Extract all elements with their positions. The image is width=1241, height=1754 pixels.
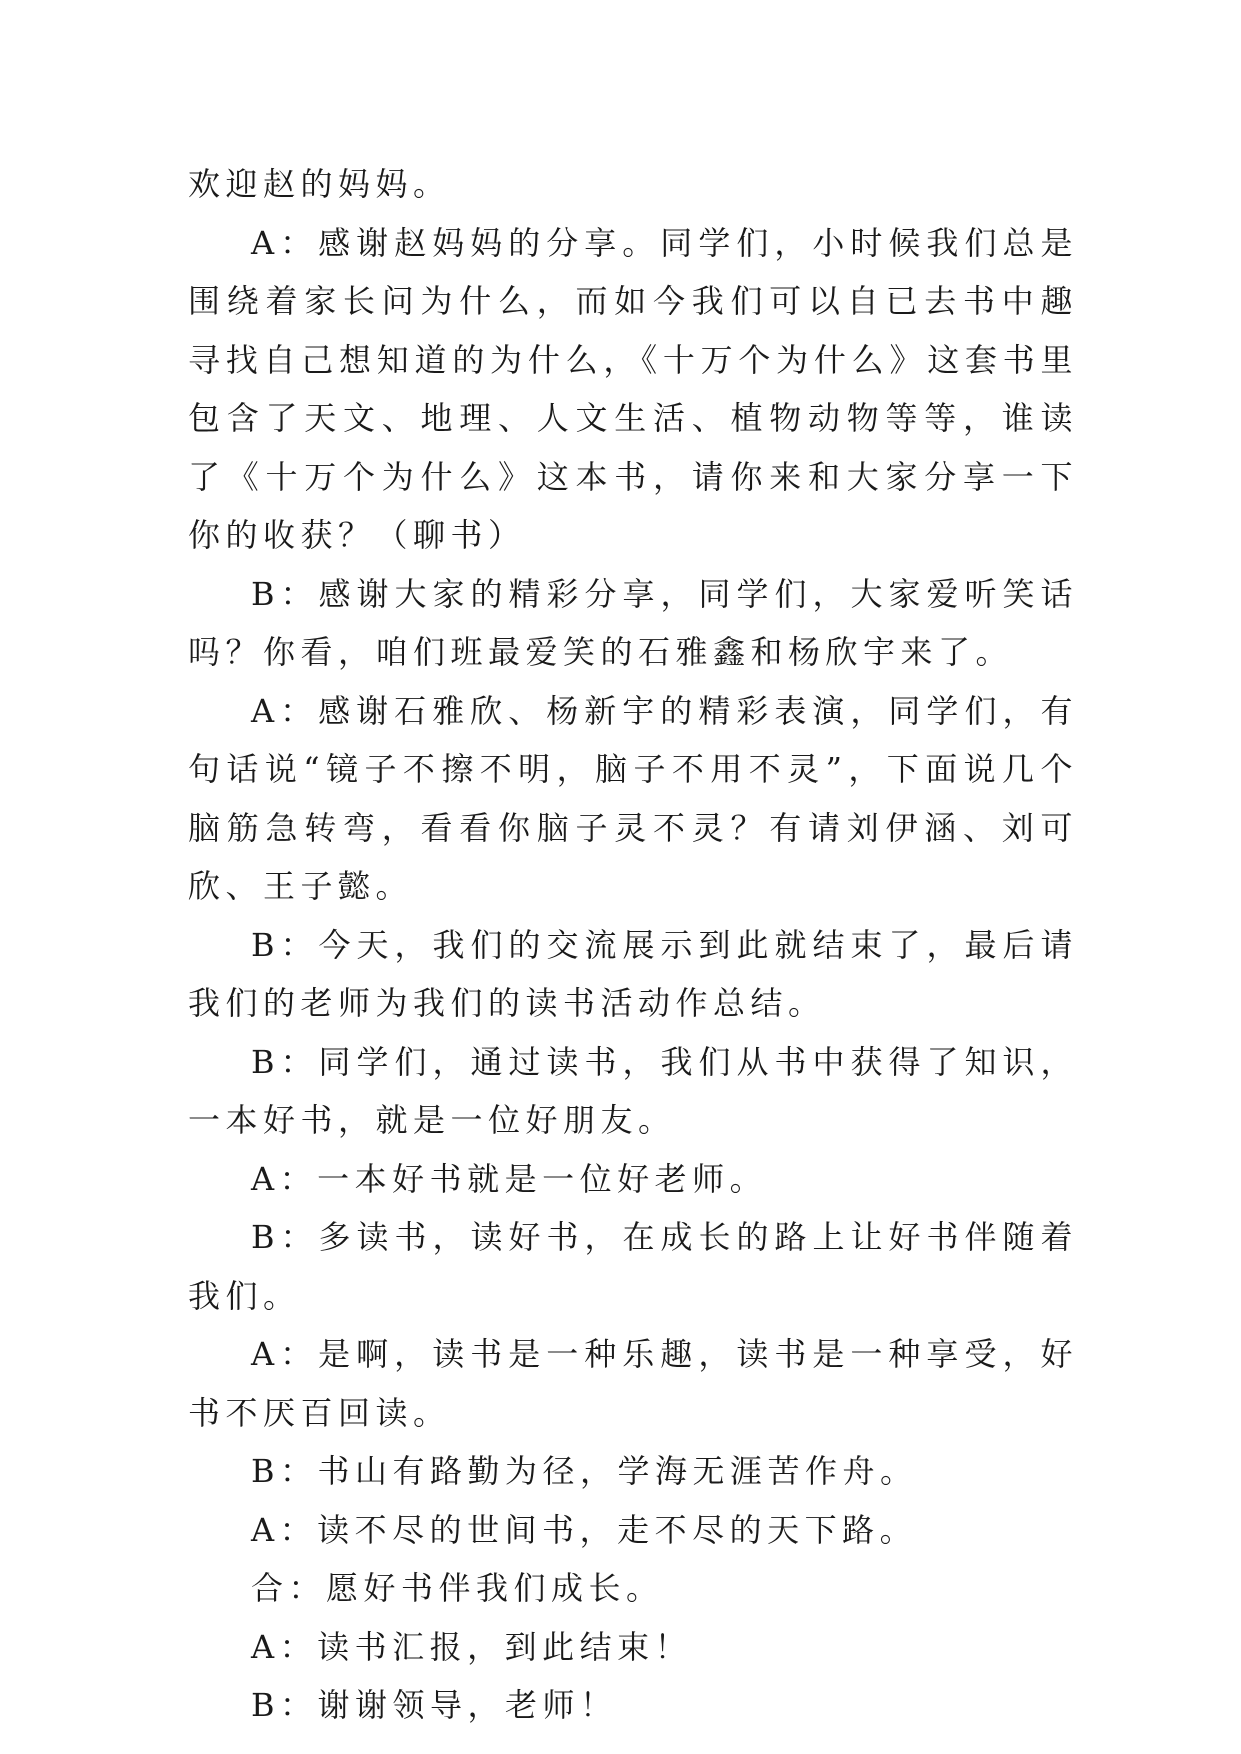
paragraph-b-good-friend: B：同学们，通过读书，我们从书中获得了知识，一本好书，就是一位好朋友。: [188, 1042, 1078, 1139]
document-body: [188, 155, 1078, 1735]
paragraph-a-joy-of-reading: A：是啊，读书是一种乐趣，读书是一种享受，好书不厌百回读。: [188, 1335, 1078, 1432]
paragraph-b-proverb: B：书山有路勤为径，学海无涯苦作舟。: [251, 1452, 918, 1490]
paragraph-a-brain-teasers: A：感谢石雅欣、杨新宇的精彩表演，同学们，有句话说“镜子不擦不明，脑子不用不灵”，下面说几个脑筋急转弯，看看你脑子灵不灵？有请刘伊涵、刘可欣、王子懿。: [188, 691, 1078, 905]
paragraph-a-shiwange: A：感谢赵妈妈的分享。同学们，小时候我们总是围绕着家长问为什么，而如今我们可以自已去书中趣寻找自己想知道的为什么，《十万个为什么》这套书里包含了天文、地理、人文生活、植物动物等等，谁读了《十万个为什么》这本书，请你来和大家分享一下你的收获？（聊书）: [188, 223, 1078, 554]
paragraph-b-summary-invite: B：今天，我们的交流展示到此就结束了，最后请我们的老师为我们的读书活动作总结。: [188, 925, 1078, 1022]
paragraph-a-good-teacher: A：一本好书就是一位好老师。: [251, 1159, 768, 1198]
paragraph-b-read-more: B：多读书，读好书，在成长的路上让好书伴随着我们。: [188, 1218, 1078, 1315]
paragraph-together: 合：愿好书伴我们成长。: [251, 1569, 664, 1607]
paragraph-a-endless-books: A：读不尽的世间书，走不尽的天下路。: [251, 1510, 918, 1549]
paragraph-a-closing: A：读书汇报，到此结束！: [251, 1627, 693, 1666]
paragraph-b-jokes: B：感谢大家的精彩分享，同学们，大家爱听笑话吗？你看，咱们班最爱笑的石雅鑫和杨欣宇来了。: [188, 574, 1078, 671]
paragraph-b-thanks: B：谢谢领导，老师！: [251, 1686, 618, 1724]
paragraph-intro: 欢迎赵的妈妈。: [188, 165, 451, 203]
